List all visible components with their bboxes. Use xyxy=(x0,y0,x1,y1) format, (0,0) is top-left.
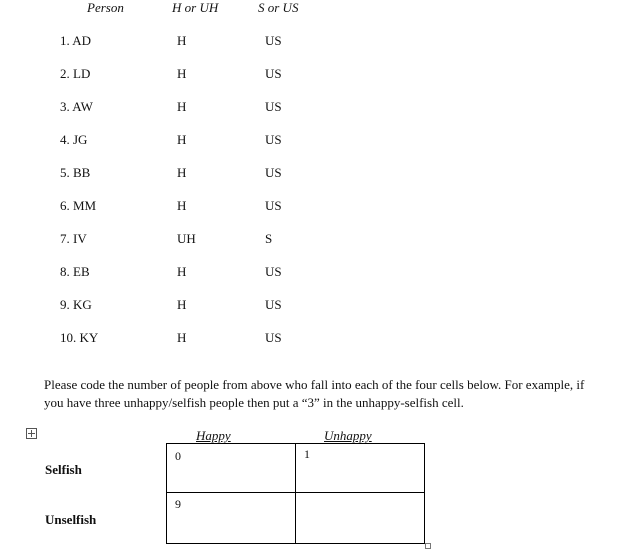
grid-row-unselfish: Unselfish xyxy=(45,512,97,527)
happy-cell: H xyxy=(177,132,187,147)
happy-cell: H xyxy=(177,198,187,213)
selfish-cell: US xyxy=(265,297,282,312)
header-happy-status: H or UH xyxy=(172,0,219,15)
selfish-cell: US xyxy=(265,264,282,279)
selfish-cell: US xyxy=(265,330,282,345)
grid-row-selfish: Selfish xyxy=(45,462,82,477)
cell-unselfish-happy[interactable] xyxy=(166,492,296,544)
cell-selfish-happy[interactable] xyxy=(166,443,296,493)
cell-value: 9 xyxy=(175,497,181,511)
selfish-cell: US xyxy=(265,33,282,48)
table-resize-handle[interactable] xyxy=(425,543,431,549)
person-cell: 5. BB xyxy=(60,165,91,180)
selfish-cell: US xyxy=(265,198,282,213)
cell-value: 0 xyxy=(175,449,181,463)
header-selfish-status: S or US xyxy=(258,0,299,15)
person-cell: 2. LD xyxy=(60,66,91,81)
selfish-cell: US xyxy=(265,66,282,81)
grid-col-unhappy: Unhappy xyxy=(324,428,372,443)
instructions-paragraph: Please code the number of people from above who fall into each of the four cells below. For example, if you have three unhappy/selfish people then put a “3” in the unhappy-selfish cell. xyxy=(44,377,585,410)
person-cell: 4. JG xyxy=(60,132,88,147)
person-cell: 10. KY xyxy=(60,330,99,345)
happy-cell: UH xyxy=(177,231,196,246)
person-cell: 7. IV xyxy=(60,231,87,246)
header-person: Person xyxy=(87,0,124,15)
cell-unselfish-unhappy[interactable] xyxy=(295,492,425,544)
person-cell: 3. AW xyxy=(60,99,93,114)
person-cell: 8. EB xyxy=(60,264,90,279)
selfish-cell: US xyxy=(265,165,282,180)
happy-cell: H xyxy=(177,99,187,114)
cell-value: 1 xyxy=(304,447,310,461)
table-move-handle-icon[interactable] xyxy=(26,428,37,439)
person-cell: 6. MM xyxy=(60,198,97,213)
happy-cell: H xyxy=(177,330,187,345)
happy-cell: H xyxy=(177,66,187,81)
selfish-cell: US xyxy=(265,99,282,114)
person-cell: 1. AD xyxy=(60,33,92,48)
person-cell: 9. KG xyxy=(60,297,92,312)
happy-cell: H xyxy=(177,297,187,312)
selfish-cell: S xyxy=(265,231,273,246)
happy-cell: H xyxy=(177,33,187,48)
cell-selfish-unhappy[interactable] xyxy=(295,443,425,493)
selfish-cell: US xyxy=(265,132,282,147)
happy-cell: H xyxy=(177,165,187,180)
happy-cell: H xyxy=(177,264,187,279)
grid-col-happy: Happy xyxy=(196,428,231,443)
